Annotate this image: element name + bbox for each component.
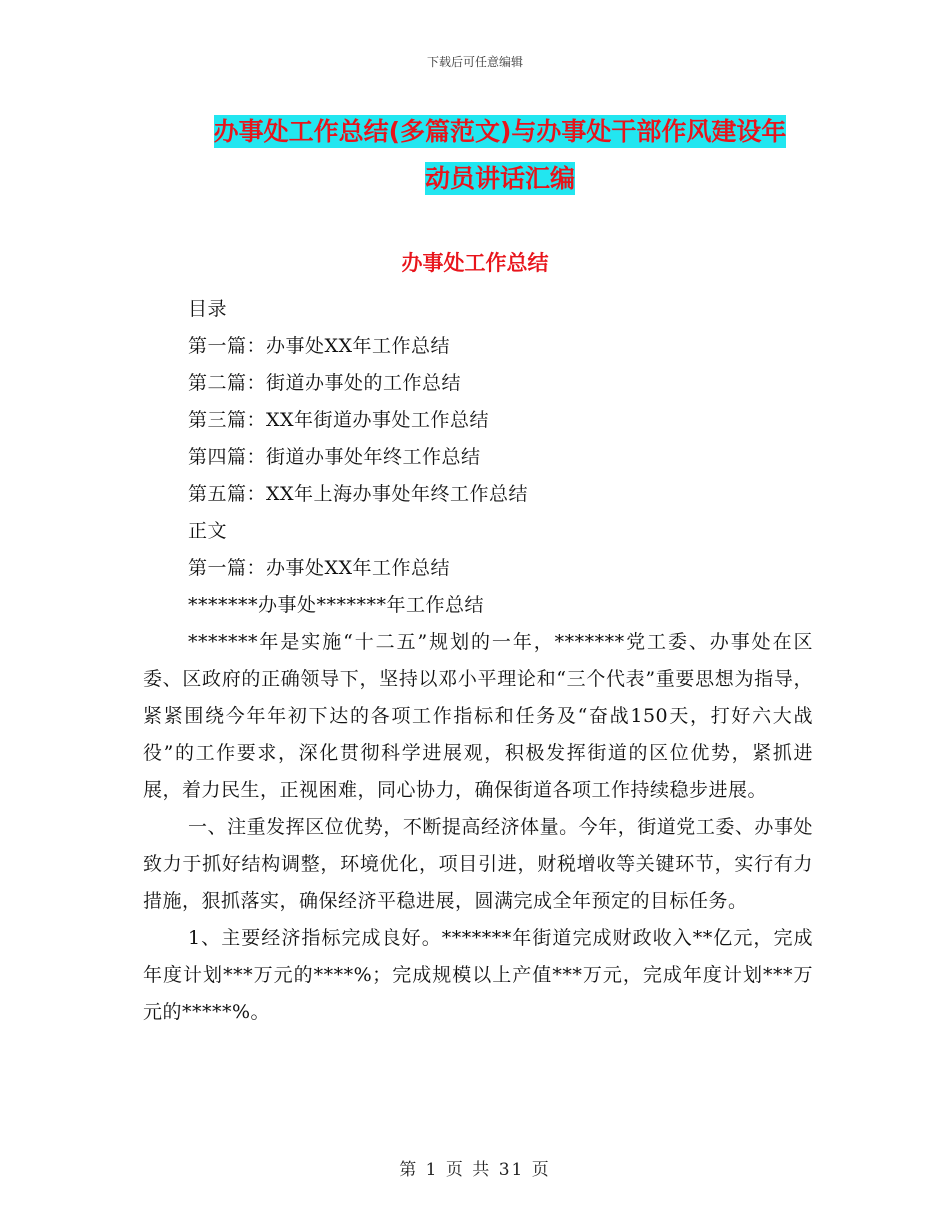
- toc-item: 第三篇：XX年街道办事处工作总结: [188, 409, 490, 431]
- toc-item: 第四篇：街道办事处年终工作总结: [188, 446, 481, 468]
- paragraph: 一、注重发挥区位优势，不断提高经济体量。今年，街道党工委、办事处致力于抓好结构调整，环境优化，项目引进，财税增收等关键环节，实行有力措施，狠抓落实，确保经济平稳进展，圆满完成全年预定的目标任务。: [143, 816, 813, 912]
- document-title-line-1: 办事处工作总结(多篇范文)与办事处干部作风建设年: [213, 117, 787, 146]
- toc-heading: 目录: [188, 298, 228, 320]
- toc-item: 第一篇：办事处XX年工作总结: [188, 335, 451, 357]
- document-title-line-2: 动员讲话汇编: [424, 164, 575, 193]
- header-note: 下载后可任意编辑: [426, 55, 523, 69]
- document-title: [160, 108, 840, 202]
- chapter-title: 第一篇：办事处XX年工作总结: [188, 557, 451, 579]
- paragraph: 1、主要经济指标完成良好。*******年街道完成财政收入**亿元，完成年度计划***万元的****%；完成规模以上产值***万元，完成年度计划***万元的*****%。: [143, 927, 813, 1023]
- page-footer: 第 1 页 共 31 页: [399, 1160, 551, 1180]
- toc-item: 第二篇：街道办事处的工作总结: [188, 372, 462, 394]
- sub-title: *******办事处*******年工作总结: [188, 594, 485, 616]
- document-body: [143, 291, 813, 1031]
- main-heading: 正文: [188, 520, 228, 542]
- paragraph: *******年是实施“十二五”规划的一年，*******党工委、办事处在区委、区政府的正确领导下，坚持以邓小平理论和“三个代表”重要思想为指导，紧紧围绕今年年初下达的各项工作指标和任务及“奋战150天，打好六大战役”的工作要求，深化贯彻科学进展观，积极发挥街道的区位优势，紧抓进展，着力民生，正视困难，同心协力，确保街道各项工作持续稳步进展。: [143, 631, 813, 801]
- toc-item: 第五篇：XX年上海办事处年终工作总结: [188, 483, 529, 505]
- section-title: 办事处工作总结: [401, 251, 549, 275]
